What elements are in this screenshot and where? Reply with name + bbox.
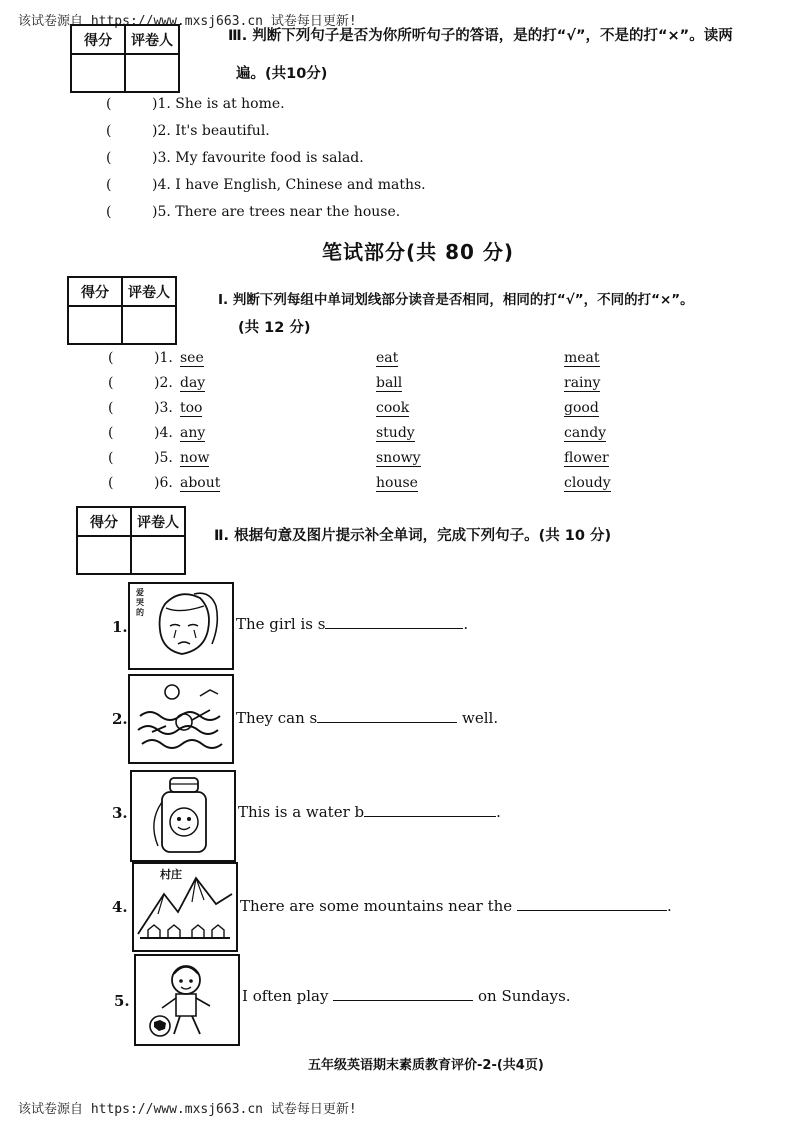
written-part1-instruction-cont: (共 12 分) [238, 320, 311, 336]
water-bottle-icon [130, 770, 236, 862]
watermark-bottom: 该试卷源自 https://www.mxsj663.cn 试卷每日更新! [18, 1102, 357, 1117]
phonics-table [108, 350, 668, 500]
item-number: 3. [112, 804, 128, 822]
item-number: 1. [112, 618, 128, 636]
sentence-5: I often play on Sundays. [242, 987, 571, 1005]
table-row: ( )5. now snowy flower [108, 450, 609, 466]
answer-blank[interactable] [333, 986, 473, 1001]
watermark-top: 该试卷源自 https://www.mxsj663.cn 试卷每日更新! [18, 14, 357, 29]
swimming-icon [128, 674, 234, 764]
listening-part3-list [106, 96, 426, 231]
score-cell [68, 306, 122, 344]
grader-cell [125, 54, 179, 92]
score-label: 得分 [71, 25, 125, 54]
list-item: ( )3. My favourite food is salad. [106, 150, 364, 166]
answer-blank[interactable] [317, 708, 457, 723]
score-cell [71, 54, 125, 92]
crying-girl-icon [128, 582, 234, 670]
sentence-1: The girl is s . [236, 615, 469, 633]
answer-blank[interactable] [364, 802, 496, 817]
score-box-written-2 [76, 506, 186, 575]
listening-part3-instruction-cont: 遍。(共10分) [236, 66, 328, 82]
grader-cell [122, 306, 176, 344]
table-row: ( )2. day ball rainy [108, 375, 601, 391]
item-number: 2. [112, 710, 128, 728]
list-item: ( )4. I have English, Chinese and maths. [106, 177, 426, 193]
picture-label: 村庄 [160, 868, 182, 881]
grader-label: 评卷人 [125, 25, 179, 54]
sentence-3: This is a water b . [238, 803, 501, 821]
score-box-listening [70, 24, 180, 93]
written-part2-instruction: Ⅱ. 根据句意及图片提示补全单词，完成下列句子。(共 10 分) [214, 528, 612, 544]
list-item: ( )5. There are trees near the house. [106, 204, 401, 220]
answer-blank[interactable] [517, 896, 667, 911]
score-cell [77, 536, 131, 574]
table-row: ( )1. see eat meat [108, 350, 600, 366]
score-label: 得分 [77, 507, 131, 536]
grader-cell [131, 536, 185, 574]
list-item: ( )1. She is at home. [106, 96, 285, 112]
grader-label: 评卷人 [122, 277, 176, 306]
item-number: 4. [112, 898, 128, 916]
score-label: 得分 [68, 277, 122, 306]
sentence-2: They can s well. [236, 709, 499, 727]
list-item: ( )2. It's beautiful. [106, 123, 270, 139]
table-row: ( )4. any study candy [108, 425, 607, 441]
table-row: ( )3. too cook good [108, 400, 599, 416]
score-box-written-1 [67, 276, 177, 345]
answer-blank[interactable] [325, 614, 463, 629]
listening-part3-instruction: Ⅲ. 判断下列句子是否为你所听句子的答语，是的打“√”，不是的打“×”。读两 [228, 28, 733, 44]
item-number: 5. [114, 992, 130, 1010]
grader-label: 评卷人 [131, 507, 185, 536]
written-part1-instruction: Ⅰ. 判断下列每组中单词划线部分读音是否相同，相同的打“√”，不同的打“×”。 [218, 292, 694, 308]
written-section-title: 笔试部分(共 80 分) [322, 240, 515, 264]
page-footer: 五年级英语期末素质教育评价-2-(共4页) [308, 1058, 544, 1073]
village-mountains-icon [132, 862, 238, 952]
boy-football-icon [134, 954, 240, 1046]
picture-label: 爱哭的 [136, 588, 144, 617]
sentence-4: There are some mountains near the . [240, 897, 672, 915]
table-row: ( )6. about house cloudy [108, 475, 611, 491]
